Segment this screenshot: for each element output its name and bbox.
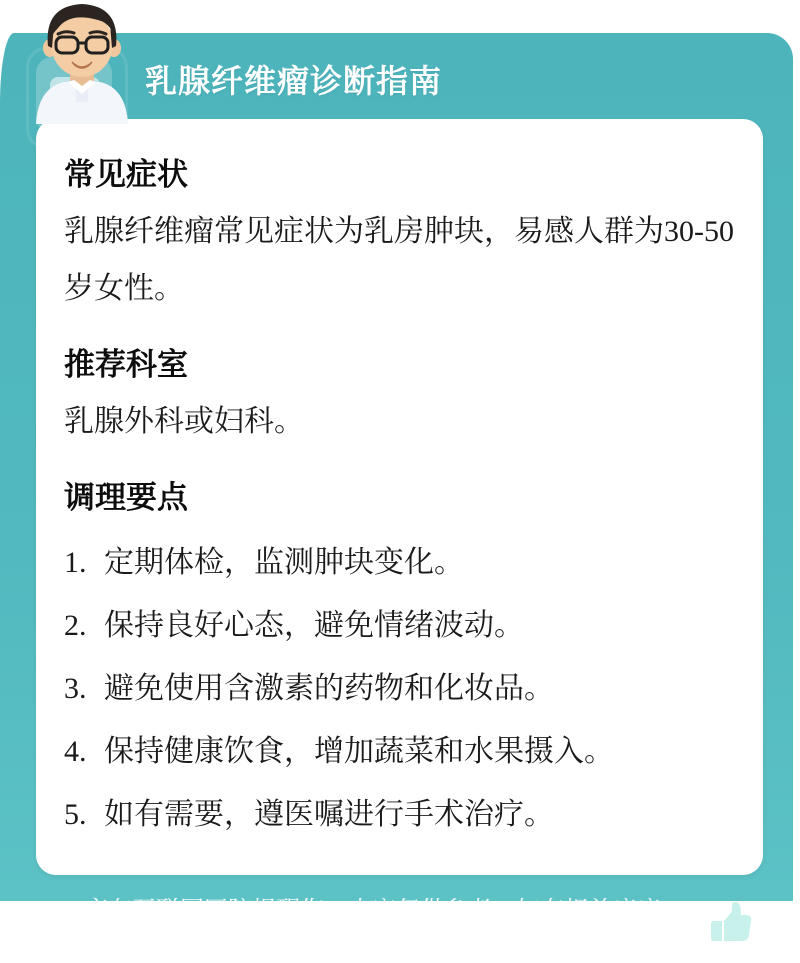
list-number: 5. bbox=[64, 798, 87, 831]
section-heading-symptoms: 常见症状 bbox=[64, 157, 188, 192]
list-text: 保持良好心态，避免情绪波动。 bbox=[104, 609, 524, 642]
list-text: 避免使用含激素的药物和化妆品。 bbox=[104, 672, 554, 705]
content-card bbox=[36, 119, 763, 875]
list-item bbox=[64, 795, 735, 835]
section-heading-care: 调理要点 bbox=[64, 480, 188, 515]
disclaimer-text: 京东互联网医院提醒您：内容仅供参考，如有相关疾病，请咨询专业医生，获取最适合您的治疗方案 bbox=[84, 897, 684, 959]
doctor-avatar bbox=[14, 2, 150, 124]
list-number: 2. bbox=[64, 609, 87, 642]
symptoms-text: 乳腺纤维瘤常见症状为乳房肿块，易感人群为30-50岁女性。 bbox=[64, 215, 734, 305]
thumbs-up-icon[interactable] bbox=[708, 901, 754, 945]
footer-disclaimer-bar bbox=[48, 893, 757, 963]
section-heading-department: 推荐科室 bbox=[64, 347, 188, 382]
list-number: 1. bbox=[64, 546, 87, 579]
header bbox=[0, 33, 793, 119]
department-text: 乳腺外科或妇科。 bbox=[64, 405, 304, 438]
list-text: 保持健康饮食，增加蔬菜和水果摄入。 bbox=[104, 735, 614, 768]
list-number: 4. bbox=[64, 735, 87, 768]
list-number: 3. bbox=[64, 672, 87, 705]
info-circle-icon: ! bbox=[48, 905, 74, 931]
list-text: 如有需要，遵医嘱进行手术治疗。 bbox=[104, 798, 554, 831]
list-item bbox=[64, 606, 735, 646]
list-text: 定期体检，监测肿块变化。 bbox=[104, 546, 464, 579]
page-title: 乳腺纤维瘤诊断指南 bbox=[145, 63, 443, 99]
list-item bbox=[64, 732, 735, 772]
list-item bbox=[64, 669, 735, 709]
care-points-list bbox=[64, 543, 735, 835]
poster-background bbox=[0, 33, 793, 959]
list-item bbox=[64, 543, 735, 583]
